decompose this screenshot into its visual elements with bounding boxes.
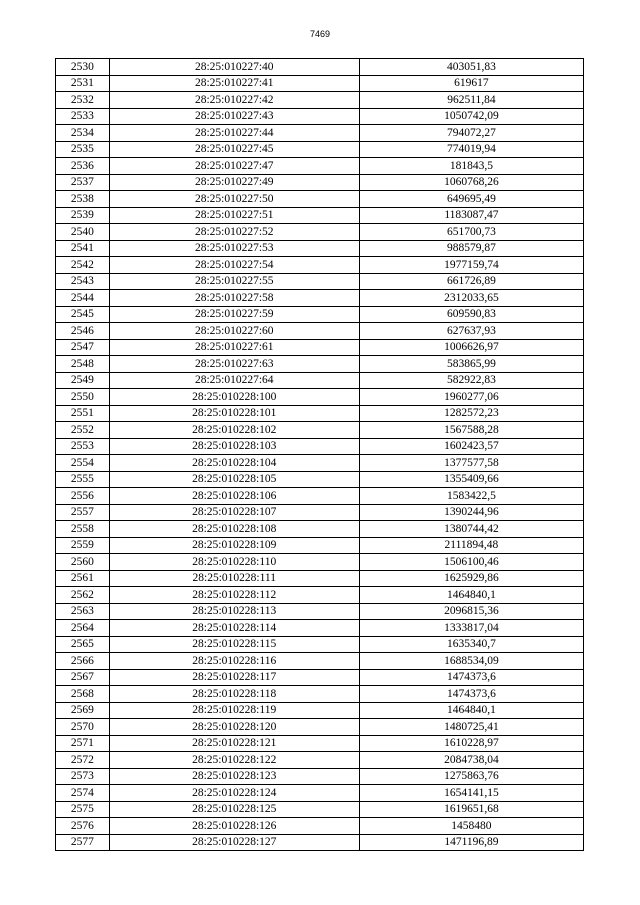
row-number-cell: 2571 bbox=[56, 735, 110, 752]
row-number-cell: 2533 bbox=[56, 108, 110, 125]
cadastral-number-cell: 28:25:010227:40 bbox=[109, 59, 359, 76]
table-row bbox=[56, 59, 584, 76]
row-number-cell: 2537 bbox=[56, 174, 110, 191]
cadastral-number-cell: 28:25:010227:53 bbox=[109, 240, 359, 257]
value-cell: 2111894,48 bbox=[359, 537, 583, 554]
table-row bbox=[56, 125, 584, 142]
cadastral-number-cell: 28:25:010228:112 bbox=[109, 587, 359, 604]
row-number-cell: 2553 bbox=[56, 438, 110, 455]
cadastral-number-cell: 28:25:010227:49 bbox=[109, 174, 359, 191]
row-number-cell: 2557 bbox=[56, 504, 110, 521]
value-cell: 1480725,41 bbox=[359, 719, 583, 736]
value-cell: 1464840,1 bbox=[359, 587, 583, 604]
row-number-cell: 2564 bbox=[56, 620, 110, 637]
table-row bbox=[56, 752, 584, 769]
table-row bbox=[56, 438, 584, 455]
table-row bbox=[56, 240, 584, 257]
table-row bbox=[56, 323, 584, 340]
value-cell: 1977159,74 bbox=[359, 257, 583, 274]
row-number-cell: 2565 bbox=[56, 636, 110, 653]
page-number: 7469 bbox=[309, 29, 331, 39]
table-row bbox=[56, 92, 584, 109]
cadastral-number-cell: 28:25:010227:51 bbox=[109, 207, 359, 224]
value-cell: 1050742,09 bbox=[359, 108, 583, 125]
row-number-cell: 2577 bbox=[56, 834, 110, 851]
cadastral-number-cell: 28:25:010228:117 bbox=[109, 669, 359, 686]
table-row bbox=[56, 174, 584, 191]
value-cell: 1610228,97 bbox=[359, 735, 583, 752]
value-cell: 1282572,23 bbox=[359, 405, 583, 422]
cadastral-number-cell: 28:25:010228:111 bbox=[109, 570, 359, 587]
table-row bbox=[56, 306, 584, 323]
table-row bbox=[56, 455, 584, 472]
row-number-cell: 2570 bbox=[56, 719, 110, 736]
value-cell: 1474373,6 bbox=[359, 686, 583, 703]
row-number-cell: 2576 bbox=[56, 818, 110, 835]
table-body bbox=[56, 59, 584, 851]
value-cell: 1635340,7 bbox=[359, 636, 583, 653]
value-cell: 962511,84 bbox=[359, 92, 583, 109]
cadastral-number-cell: 28:25:010228:122 bbox=[109, 752, 359, 769]
table-row bbox=[56, 686, 584, 703]
row-number-cell: 2567 bbox=[56, 669, 110, 686]
cadastral-number-cell: 28:25:010227:61 bbox=[109, 339, 359, 356]
cadastral-number-cell: 28:25:010228:110 bbox=[109, 554, 359, 571]
table-row bbox=[56, 339, 584, 356]
cadastral-number-cell: 28:25:010228:120 bbox=[109, 719, 359, 736]
value-cell: 1006626,97 bbox=[359, 339, 583, 356]
table-row bbox=[56, 521, 584, 538]
value-cell: 1474373,6 bbox=[359, 669, 583, 686]
row-number-cell: 2540 bbox=[56, 224, 110, 241]
row-number-cell: 2534 bbox=[56, 125, 110, 142]
table-row bbox=[56, 422, 584, 439]
value-cell: 651700,73 bbox=[359, 224, 583, 241]
table-row bbox=[56, 834, 584, 851]
table-row bbox=[56, 537, 584, 554]
cadastral-number-cell: 28:25:010228:121 bbox=[109, 735, 359, 752]
table-row bbox=[56, 504, 584, 521]
table-row bbox=[56, 158, 584, 175]
cadastral-number-cell: 28:25:010228:119 bbox=[109, 702, 359, 719]
row-number-cell: 2558 bbox=[56, 521, 110, 538]
value-cell: 774019,94 bbox=[359, 141, 583, 158]
cadastral-number-cell: 28:25:010227:43 bbox=[109, 108, 359, 125]
row-number-cell: 2538 bbox=[56, 191, 110, 208]
value-cell: 619617 bbox=[359, 75, 583, 92]
value-cell: 2096815,36 bbox=[359, 603, 583, 620]
row-number-cell: 2539 bbox=[56, 207, 110, 224]
value-cell: 988579,87 bbox=[359, 240, 583, 257]
cadastral-number-cell: 28:25:010228:106 bbox=[109, 488, 359, 505]
table-row bbox=[56, 405, 584, 422]
value-cell: 1471196,89 bbox=[359, 834, 583, 851]
row-number-cell: 2531 bbox=[56, 75, 110, 92]
table-row bbox=[56, 587, 584, 604]
table-row bbox=[56, 257, 584, 274]
cadastral-number-cell: 28:25:010228:123 bbox=[109, 768, 359, 785]
row-number-cell: 2555 bbox=[56, 471, 110, 488]
value-cell: 1960277,06 bbox=[359, 389, 583, 406]
row-number-cell: 2535 bbox=[56, 141, 110, 158]
row-number-cell: 2563 bbox=[56, 603, 110, 620]
cadastral-number-cell: 28:25:010227:64 bbox=[109, 372, 359, 389]
value-cell: 627637,93 bbox=[359, 323, 583, 340]
table-row bbox=[56, 290, 584, 307]
row-number-cell: 2549 bbox=[56, 372, 110, 389]
cadastral-number-cell: 28:25:010228:115 bbox=[109, 636, 359, 653]
cadastral-number-cell: 28:25:010228:107 bbox=[109, 504, 359, 521]
value-cell: 1654141,15 bbox=[359, 785, 583, 802]
cadastral-number-cell: 28:25:010227:55 bbox=[109, 273, 359, 290]
cadastral-number-cell: 28:25:010228:116 bbox=[109, 653, 359, 670]
value-cell: 582922,83 bbox=[359, 372, 583, 389]
table-row bbox=[56, 356, 584, 373]
cadastral-number-cell: 28:25:010228:126 bbox=[109, 818, 359, 835]
cadastral-number-cell: 28:25:010228:109 bbox=[109, 537, 359, 554]
value-cell: 583865,99 bbox=[359, 356, 583, 373]
value-cell: 1625929,86 bbox=[359, 570, 583, 587]
table-row bbox=[56, 603, 584, 620]
cadastral-number-cell: 28:25:010228:101 bbox=[109, 405, 359, 422]
cadastral-number-cell: 28:25:010227:59 bbox=[109, 306, 359, 323]
row-number-cell: 2532 bbox=[56, 92, 110, 109]
value-cell: 2084738,04 bbox=[359, 752, 583, 769]
cadastral-number-cell: 28:25:010227:45 bbox=[109, 141, 359, 158]
table-row bbox=[56, 735, 584, 752]
value-cell: 1390244,96 bbox=[359, 504, 583, 521]
table-row bbox=[56, 636, 584, 653]
value-cell: 1458480 bbox=[359, 818, 583, 835]
row-number-cell: 2562 bbox=[56, 587, 110, 604]
row-number-cell: 2574 bbox=[56, 785, 110, 802]
cadastral-number-cell: 28:25:010228:100 bbox=[109, 389, 359, 406]
cadastral-number-cell: 28:25:010228:113 bbox=[109, 603, 359, 620]
row-number-cell: 2551 bbox=[56, 405, 110, 422]
table-row bbox=[56, 224, 584, 241]
row-number-cell: 2566 bbox=[56, 653, 110, 670]
row-number-cell: 2546 bbox=[56, 323, 110, 340]
value-cell: 1183087,47 bbox=[359, 207, 583, 224]
cadastral-number-cell: 28:25:010227:41 bbox=[109, 75, 359, 92]
table-row bbox=[56, 141, 584, 158]
value-cell: 1583422,5 bbox=[359, 488, 583, 505]
table-row bbox=[56, 207, 584, 224]
table-row bbox=[56, 719, 584, 736]
value-cell: 1688534,09 bbox=[359, 653, 583, 670]
value-cell: 1060768,26 bbox=[359, 174, 583, 191]
cadastral-number-cell: 28:25:010227:58 bbox=[109, 290, 359, 307]
cadastral-number-cell: 28:25:010227:52 bbox=[109, 224, 359, 241]
table-row bbox=[56, 554, 584, 571]
row-number-cell: 2560 bbox=[56, 554, 110, 571]
table-row bbox=[56, 570, 584, 587]
value-cell: 1377577,58 bbox=[359, 455, 583, 472]
row-number-cell: 2559 bbox=[56, 537, 110, 554]
row-number-cell: 2545 bbox=[56, 306, 110, 323]
table-row bbox=[56, 702, 584, 719]
value-cell: 649695,49 bbox=[359, 191, 583, 208]
cadastral-number-cell: 28:25:010227:63 bbox=[109, 356, 359, 373]
value-cell: 1380744,42 bbox=[359, 521, 583, 538]
row-number-cell: 2573 bbox=[56, 768, 110, 785]
value-cell: 794072,27 bbox=[359, 125, 583, 142]
cadastral-number-cell: 28:25:010228:125 bbox=[109, 801, 359, 818]
table-row bbox=[56, 471, 584, 488]
value-cell: 181843,5 bbox=[359, 158, 583, 175]
table-row bbox=[56, 108, 584, 125]
row-number-cell: 2556 bbox=[56, 488, 110, 505]
cadastral-number-cell: 28:25:010228:108 bbox=[109, 521, 359, 538]
cadastral-number-cell: 28:25:010227:54 bbox=[109, 257, 359, 274]
row-number-cell: 2561 bbox=[56, 570, 110, 587]
table-row bbox=[56, 620, 584, 637]
row-number-cell: 2552 bbox=[56, 422, 110, 439]
row-number-cell: 2536 bbox=[56, 158, 110, 175]
table-row bbox=[56, 818, 584, 835]
table-row bbox=[56, 372, 584, 389]
value-cell: 1506100,46 bbox=[359, 554, 583, 571]
row-number-cell: 2541 bbox=[56, 240, 110, 257]
value-cell: 609590,83 bbox=[359, 306, 583, 323]
cadastral-number-cell: 28:25:010228:124 bbox=[109, 785, 359, 802]
row-number-cell: 2530 bbox=[56, 59, 110, 76]
row-number-cell: 2568 bbox=[56, 686, 110, 703]
row-number-cell: 2554 bbox=[56, 455, 110, 472]
value-cell: 1602423,57 bbox=[359, 438, 583, 455]
row-number-cell: 2569 bbox=[56, 702, 110, 719]
value-cell: 1619651,68 bbox=[359, 801, 583, 818]
table-row bbox=[56, 653, 584, 670]
value-cell: 1333817,04 bbox=[359, 620, 583, 637]
table-row bbox=[56, 488, 584, 505]
cadastral-number-cell: 28:25:010228:105 bbox=[109, 471, 359, 488]
row-number-cell: 2542 bbox=[56, 257, 110, 274]
cadastral-number-cell: 28:25:010228:103 bbox=[109, 438, 359, 455]
cadastral-number-cell: 28:25:010228:118 bbox=[109, 686, 359, 703]
row-number-cell: 2550 bbox=[56, 389, 110, 406]
table-row bbox=[56, 273, 584, 290]
cadastral-number-cell: 28:25:010228:104 bbox=[109, 455, 359, 472]
value-cell: 1355409,66 bbox=[359, 471, 583, 488]
value-cell: 2312033,65 bbox=[359, 290, 583, 307]
cadastral-number-cell: 28:25:010227:44 bbox=[109, 125, 359, 142]
cadastral-number-cell: 28:25:010227:50 bbox=[109, 191, 359, 208]
table-row bbox=[56, 191, 584, 208]
row-number-cell: 2548 bbox=[56, 356, 110, 373]
row-number-cell: 2544 bbox=[56, 290, 110, 307]
table-row bbox=[56, 75, 584, 92]
value-cell: 1567588,28 bbox=[359, 422, 583, 439]
data-table bbox=[55, 58, 584, 851]
row-number-cell: 2543 bbox=[56, 273, 110, 290]
table-row bbox=[56, 768, 584, 785]
table-row bbox=[56, 669, 584, 686]
table-row bbox=[56, 785, 584, 802]
value-cell: 1464840,1 bbox=[359, 702, 583, 719]
cadastral-number-cell: 28:25:010228:114 bbox=[109, 620, 359, 637]
row-number-cell: 2547 bbox=[56, 339, 110, 356]
row-number-cell: 2572 bbox=[56, 752, 110, 769]
cadastral-number-cell: 28:25:010228:127 bbox=[109, 834, 359, 851]
cadastral-number-cell: 28:25:010227:47 bbox=[109, 158, 359, 175]
row-number-cell: 2575 bbox=[56, 801, 110, 818]
cadastral-number-cell: 28:25:010228:102 bbox=[109, 422, 359, 439]
cadastral-number-cell: 28:25:010227:42 bbox=[109, 92, 359, 109]
table-row bbox=[56, 389, 584, 406]
value-cell: 403051,83 bbox=[359, 59, 583, 76]
table-row bbox=[56, 801, 584, 818]
value-cell: 1275863,76 bbox=[359, 768, 583, 785]
cadastral-number-cell: 28:25:010227:60 bbox=[109, 323, 359, 340]
value-cell: 661726,89 bbox=[359, 273, 583, 290]
